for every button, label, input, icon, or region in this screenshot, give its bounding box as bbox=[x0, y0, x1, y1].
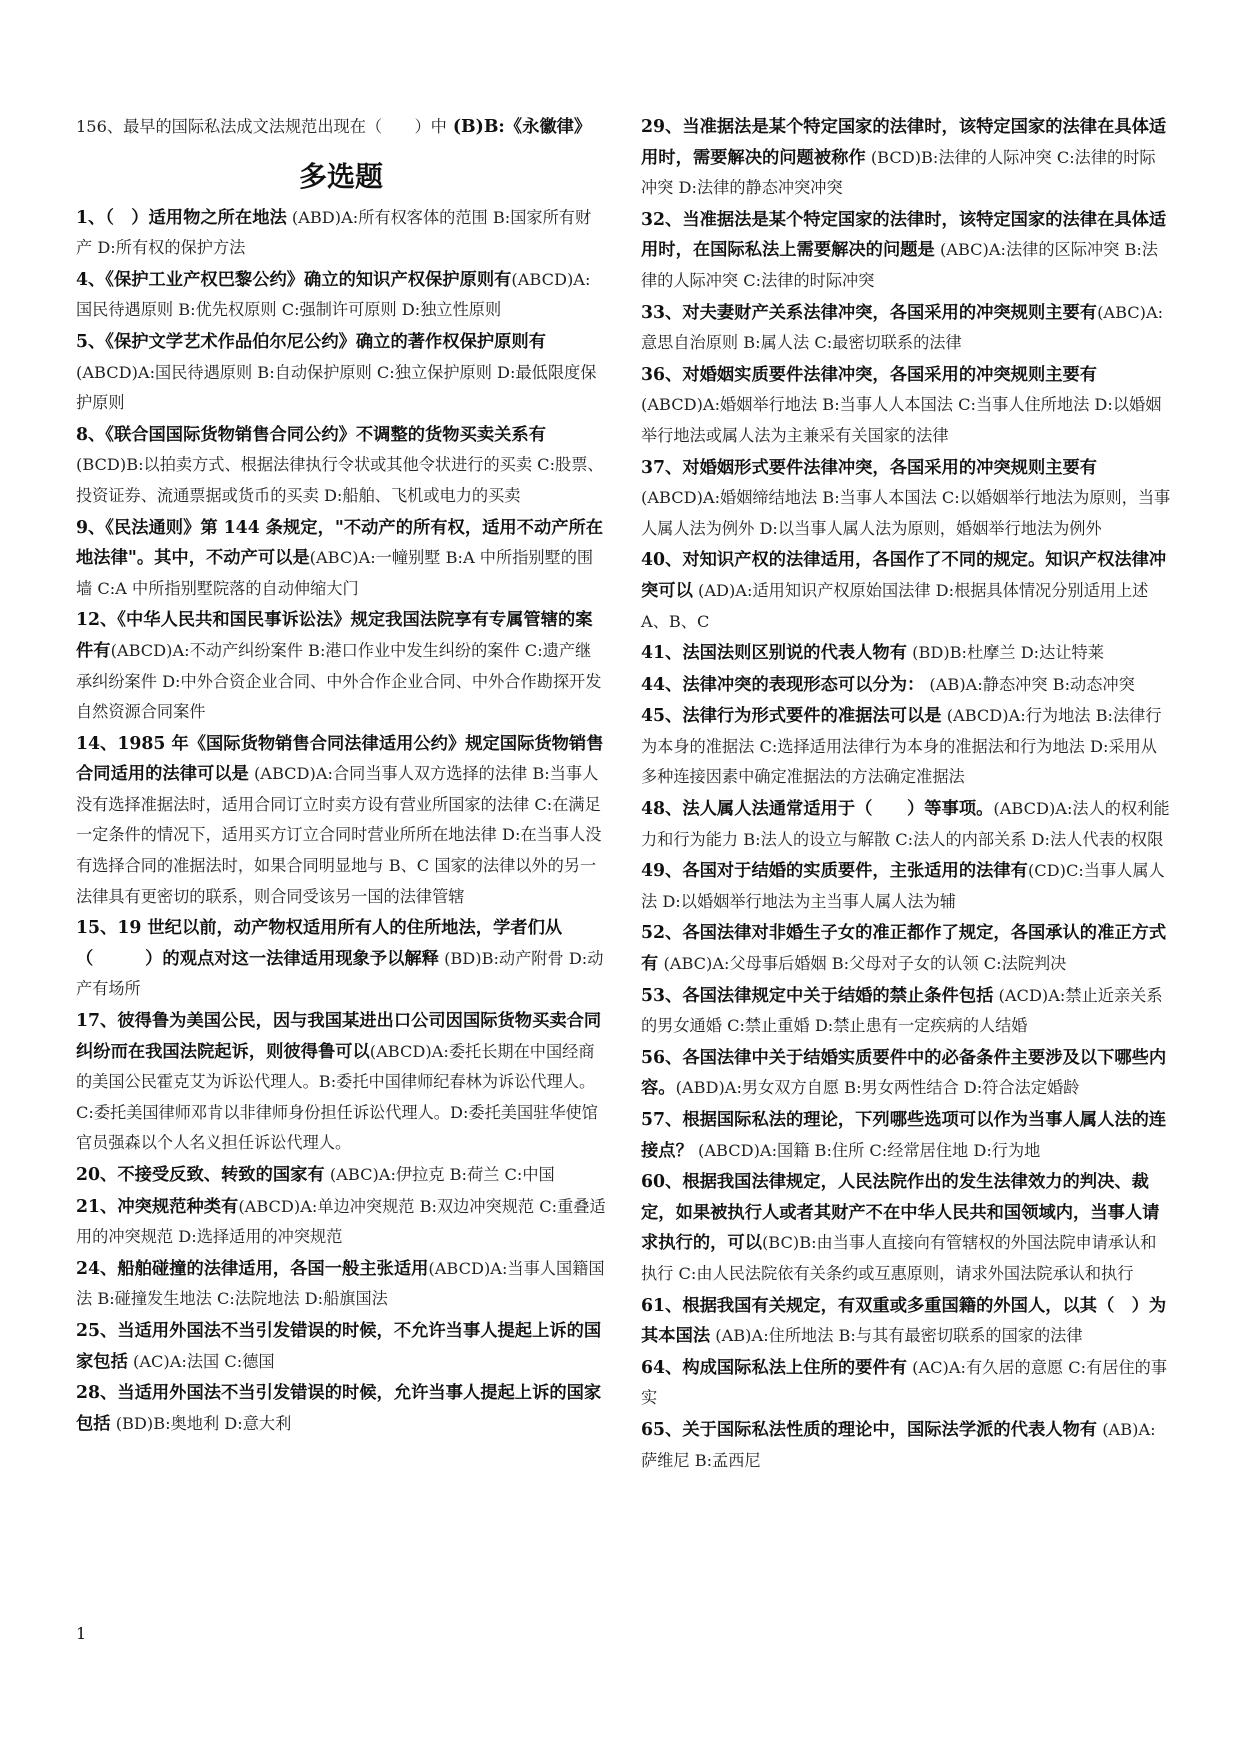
question-item bbox=[641, 670, 1171, 701]
question-item bbox=[76, 913, 606, 1005]
question-text: 49、各国对于结婚的实质要件，主张适用的法律有 bbox=[641, 861, 1028, 882]
answer-text: (ABC)A:法律的区际冲突 B:法律的人际冲突 C:法律的时际冲突 bbox=[641, 240, 1158, 290]
answer-text: (ABCD)A:单边冲突规范 B:双边冲突规范 C:重叠适用的冲突规范 D:选择适用的冲突规范 bbox=[76, 1196, 606, 1247]
question-item bbox=[76, 1316, 606, 1377]
question-text: 4、《保护工业产权巴黎公约》确立的知识产权保护原则有 bbox=[76, 269, 512, 290]
answer-text: (BD)B:杜摩兰 D:达让特莱 bbox=[907, 643, 1104, 663]
answer-text: (ABCD)A:当事人国籍国法 B:碰撞发生地法 C:法院地法 D:船旗国法 bbox=[76, 1258, 605, 1309]
question-text: 48、法人属人法通常适用于（ ）等事项。 bbox=[641, 799, 994, 820]
answer-text: (ABC)A:意思自治原则 B:属人法 C:最密切联系的法律 bbox=[641, 302, 1164, 353]
question-item bbox=[641, 1105, 1171, 1166]
question-item bbox=[641, 638, 1171, 669]
question-item bbox=[76, 203, 606, 264]
question-item bbox=[641, 1167, 1171, 1289]
answer-text: (ABD)A:男女双方自愿 B:男女两性结合 D:符合法定婚龄 bbox=[675, 1078, 1080, 1098]
question-text: 57、根据国际私法的理论，下列哪些选项可以作为当事人属人法的连接点？ bbox=[641, 1110, 1167, 1161]
answer-text: (ABC)A:一幢别墅 B:A 中所指别墅的围墙 C:A 中所指别墅院落的自动伸缩大门 bbox=[76, 548, 594, 598]
question-item bbox=[641, 1043, 1171, 1104]
answer-text: (ABD)A:所有权客体的范围 B:国家所有财产 D:所有权的保护方法 bbox=[76, 207, 592, 258]
question-item bbox=[641, 701, 1171, 793]
answer-text: (ACD)A:禁止近亲关系的男女通婚 C:禁止重婚 D:禁止患有一定疾病的人结婚 bbox=[641, 985, 1163, 1036]
question-text: 61、根据我国有关规定，有双重或多重国籍的外国人，以其（ ）为其本国法 bbox=[641, 1295, 1167, 1347]
question-text: 56、各国法律中关于结婚实质要件中的必备条件主要涉及以下哪些内容。 bbox=[641, 1047, 1167, 1099]
question-text: 41、法国法则区别说的代表人物有 bbox=[641, 643, 907, 664]
question-text: 25、当适用外国法不当引发错误的时候，不允许当事人提起上诉的国家包括 bbox=[76, 1320, 602, 1372]
answer-text: (BD)B:动产附骨 D:动产有场所 bbox=[76, 948, 604, 999]
answer-text: (AD)A:适用知识产权原始国法律 D:根据具体情况分别适用上述 A、B、C bbox=[641, 580, 1149, 631]
question-text: 33、对夫妻财产关系法律冲突，各国采用的冲突规则主要有 bbox=[641, 302, 1098, 323]
question-item bbox=[76, 729, 606, 913]
answer-text: (CD)C:当事人属人法 D:以婚姻举行地法为主当事人属人法为辅 bbox=[641, 861, 1165, 911]
question-item bbox=[76, 1006, 606, 1159]
question-item bbox=[76, 265, 606, 326]
question-text: 60、根据我国法律规定，人民法院作出的发生法律效力的判决、裁定，如果被执行人或者其财产不在中华人民共和国领域内，当事人请求执行的，可以 bbox=[641, 1172, 1160, 1254]
question-item bbox=[641, 1353, 1171, 1414]
answer-text: (ABC)A:伊拉克 B:荷兰 C:中国 bbox=[324, 1165, 555, 1184]
question-text: 24、船舶碰撞的法律适用，各国一般主张适用 bbox=[76, 1258, 429, 1279]
answer-text: (BCD)B:以拍卖方式、根据法律执行令状或其他令状进行的买卖 C:股票、投资证券、流通票据或货币的买卖 D:船舶、飞机或电力的买卖 bbox=[76, 455, 604, 505]
question-text: 15、19 世纪以前，动产物权适用所有人的住所地法，学者们从（ ）的观点对这一法律适用现象予以解释 bbox=[76, 918, 563, 969]
answer-text: (AC)A:有久居的意愿 C:有居住的事实 bbox=[641, 1357, 1168, 1408]
question-text: 37、对婚姻形式要件法律冲突，各国采用的冲突规则主要有 bbox=[641, 457, 1098, 478]
question-item bbox=[76, 1192, 606, 1253]
answer-text: (ABC)A:父母事后婚姻 B:父母对子女的认领 C:法院判决 bbox=[658, 954, 1067, 974]
section-title: 多选题 bbox=[298, 159, 383, 193]
answer-text: (ABCD)A:行为地法 B:法律行为本身的准据法 C:选择适用法律行为本身的准据法和行为地法 D:采用从多种连接因素中确定准据法的方法确定准据法 bbox=[641, 706, 1162, 787]
question-item bbox=[76, 1254, 606, 1315]
question-text: 28、当适用外国法不当引发错误的时候，允许当事人提起上诉的国家包括 bbox=[76, 1383, 602, 1434]
question-item bbox=[76, 327, 606, 419]
question-text: 1、（ ）适用物之所在地法 bbox=[76, 207, 287, 228]
right-column bbox=[641, 112, 1171, 1477]
question-text: 156、最早的国际私法成文法规范出现在（ ）中 bbox=[76, 117, 447, 136]
question-text: 53、各国法律规定中关于结婚的禁止条件包括 bbox=[641, 985, 994, 1006]
question-text: 29、当准据法是某个特定国家的法律时，该特定国家的法律在具体适用时，需要解决的问题被称作 bbox=[641, 117, 1167, 168]
question-text: 32、当准据法是某个特定国家的法律时，该特定国家的法律在具体适用时，在国际私法上需要解决的问题是 bbox=[641, 209, 1167, 261]
question-text: 21、冲突规范种类有 bbox=[76, 1196, 239, 1217]
answer-text: (ABCD)A:委托长期在中国经商的美国公民霍克艾为诉讼代理人。B:委托中国律师纪春林为诉讼代理人。C:委托美国律师邓肯以非律师身份担任诉讼代理人。D:委托美国驻华使馆官员强森以个人名义担任诉讼代理人。 bbox=[76, 1041, 598, 1153]
question-text: 8、《联合国国际货物销售合同公约》不调整的货物买卖关系有 bbox=[76, 424, 546, 445]
answer-text: (AB)A:萨维尼 B:孟西尼 bbox=[641, 1419, 1156, 1470]
question-text: 40、对知识产权的法律适用，各国作了不同的规定。知识产权法律冲突可以 bbox=[641, 550, 1167, 601]
answer-text: (ABCD)A:法人的权利能力和行为能力 B:法人的设立与解散 C:法人的内部关系 D:法人代表的权限 bbox=[641, 799, 1170, 849]
left-question-list bbox=[76, 203, 606, 1440]
answer-text: (ABCD)A:国民待遇原则 B:自动保护原则 C:独立保护原则 D:最低限度保护原则 bbox=[76, 362, 597, 413]
answer-text: (ABCD)A:合同当事人双方选择的法律 B:当事人没有选择准据法时，适用合同订立时卖方设有营业所国家的法律 C:在满足一定条件的情况下，适用买方订立合同时营业所所在地法律 D:在当事人没有选择合同的准据法时，如果合同明显地与 B、C 国家的法律以外的另一法律具有更密切的联系，则合同受该另一国的法律管辖 bbox=[76, 764, 602, 906]
question-text: 36、对婚姻实质要件法律冲突，各国采用的冲突规则主要有 bbox=[641, 364, 1098, 385]
question-text: 12、《中华人民共和国民事诉讼法》规定我国法院享有专属管辖的案件有 bbox=[76, 610, 593, 661]
question-item bbox=[641, 1415, 1171, 1476]
page-number: 1 bbox=[76, 1624, 87, 1643]
question-text: 14、1985 年《国际货物销售合同法律适用公约》规定国际货物销售合同适用的法律可以是 bbox=[76, 733, 604, 785]
question-item bbox=[641, 298, 1171, 359]
right-question-list bbox=[641, 112, 1171, 1476]
question-item bbox=[641, 918, 1171, 979]
question-text: 52、各国法律对非婚生子女的准正都作了规定，各国承认的准正方式有 bbox=[641, 923, 1167, 975]
left-column bbox=[76, 112, 606, 1440]
question-item bbox=[641, 453, 1171, 545]
question-item bbox=[76, 420, 606, 512]
question-text: 17、彼得鲁为美国公民，因与我国某进出口公司因国际货物买卖合同纠纷而在我国法院起诉，则彼得鲁可以 bbox=[76, 1011, 602, 1062]
question-item bbox=[641, 1291, 1171, 1352]
question-item bbox=[641, 205, 1171, 297]
question-item bbox=[641, 794, 1171, 855]
question-item bbox=[641, 856, 1171, 917]
question-item bbox=[641, 545, 1171, 637]
question-item bbox=[76, 1160, 606, 1191]
question-text: 64、构成国际私法上住所的要件有 bbox=[641, 1357, 907, 1378]
question-item bbox=[76, 605, 606, 727]
question-item bbox=[76, 513, 606, 605]
question-text: 9、《民法通则》第 144 条规定，"不动产的所有权，适用不动产所在地法律"。其中，不动产可以是 bbox=[76, 517, 604, 569]
answer-text: (AB)A:静态冲突 B:动态冲突 bbox=[924, 674, 1135, 694]
question-text: 45、法律行为形式要件的准据法可以是 bbox=[641, 706, 942, 727]
question-item bbox=[641, 981, 1171, 1042]
answer-text: (ABCD)A:婚姻缔结地法 B:当事人本国法 C:以婚姻举行地法为原则，当事人属人法为例外 D:以当事人属人法为原则，婚姻举行地法为例外 bbox=[641, 488, 1171, 538]
question-text: 20、不接受反致、转致的国家有 bbox=[76, 1165, 325, 1185]
question-item bbox=[76, 112, 606, 143]
answer-text: (ABCD)A:婚姻举行地法 B:当事人人本国法 C:当事人住所地法 D:以婚姻举行地法或属人法为主兼采有关国家的法律 bbox=[641, 395, 1162, 445]
answer-text: (BCD)B:法律的人际冲突 C:法律的时际冲突 D:法律的静态冲突冲突 bbox=[641, 147, 1156, 198]
answer-text: (AC)A:法国 C:德国 bbox=[127, 1351, 275, 1371]
answer-text: (ABCD)A:不动产纠纷案件 B:港口作业中发生纠纷的案件 C:遗产继承纠纷案件 D:中外合资企业合同、中外合作企业合同、中外合作勘探开发自然资源合同案件 bbox=[76, 640, 602, 722]
question-item bbox=[76, 1378, 606, 1439]
question-item bbox=[641, 360, 1171, 452]
question-text: 65、关于国际私法性质的理论中，国际法学派的代表人物有 bbox=[641, 1419, 1098, 1440]
answer-text: (BC)B:由当事人直接向有管辖权的外国法院申请承认和执行 C:由人民法院依有关条约或互惠原则，请求外国法院承认和执行 bbox=[641, 1233, 1157, 1283]
question-item bbox=[641, 112, 1171, 204]
question-text: 5、《保护文学艺术作品伯尔尼公约》确立的著作权保护原则有 bbox=[76, 331, 546, 352]
answer-text: (ABCD)A:国籍 B:住所 C:经常居住地 D:行为地 bbox=[692, 1140, 1041, 1160]
answer-text: (BD)B:奥地利 D:意大利 bbox=[110, 1413, 292, 1433]
answer-text: (AB)A:住所地法 B:与其有最密切联系的国家的法律 bbox=[710, 1326, 1083, 1346]
answer-text: (B)B:《永徽律》 bbox=[446, 117, 592, 137]
question-text: 44、法律冲突的表现形态可以分为： bbox=[641, 674, 925, 695]
answer-text: (ABCD)A:国民待遇原则 B:优先权原则 C:强制许可原则 D:独立性原则 bbox=[76, 269, 591, 320]
